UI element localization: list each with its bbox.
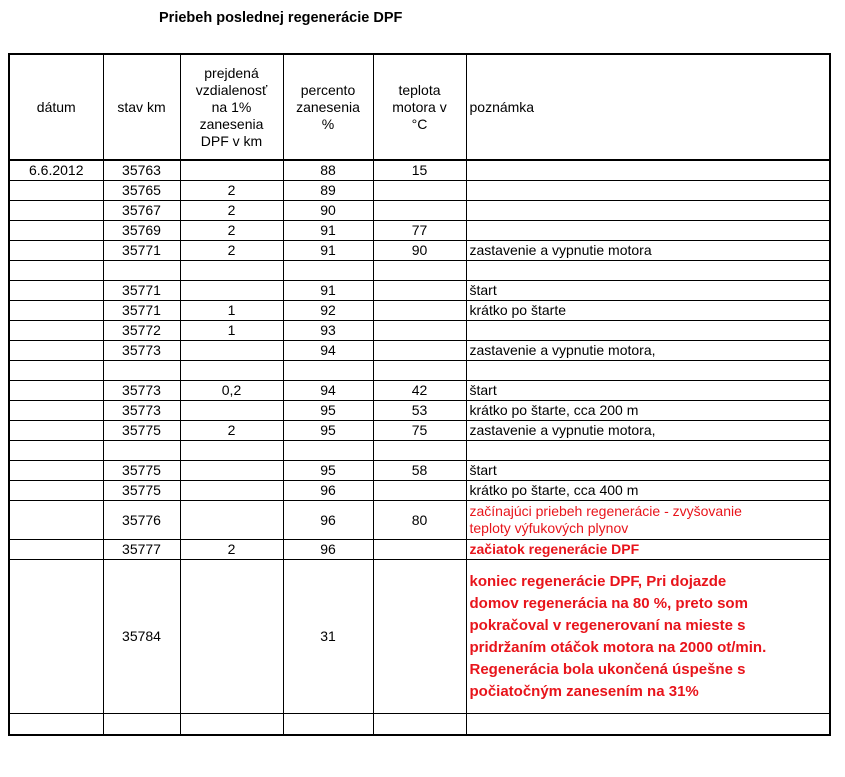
cell-teplota [373,540,466,560]
table-row [9,361,830,381]
table-row [9,301,830,321]
cell-vzdialenost: 2 [180,540,283,560]
header-poznamka: poznámka [466,54,830,160]
cell-poznamka: krátko po štarte [466,301,830,321]
cell-percento: 91 [283,221,373,241]
cell-stav-km: 35784 [103,560,180,714]
cell-datum [9,301,103,321]
cell-stav-km: 35769 [103,221,180,241]
header-percento [283,54,373,160]
header-teplota [373,54,466,160]
cell-percento [283,361,373,381]
cell-percento: 95 [283,421,373,441]
cell-teplota [373,301,466,321]
header-line: na 1% [211,98,252,115]
header-line: zanesenia [296,98,360,115]
cell-datum [9,540,103,560]
cell-stav-km: 35775 [103,481,180,501]
cell-vzdialenost [180,501,283,540]
cell-teplota [373,281,466,301]
cell-vzdialenost [180,341,283,361]
cell-teplota [373,261,466,281]
cell-poznamka: zastavenie a vypnutie motora [466,241,830,261]
table-row [9,461,830,481]
cell-percento: 96 [283,481,373,501]
cell-percento [283,714,373,736]
cell-vzdialenost: 2 [180,201,283,221]
cell-percento: 91 [283,281,373,301]
header-line: °C [411,115,428,132]
header-prejdena-vzdialenost [180,54,283,160]
cell-stav-km: 35771 [103,241,180,261]
cell-poznamka [466,321,830,341]
cell-teplota: 80 [373,501,466,540]
cell-vzdialenost [180,441,283,461]
header-line: motora v [392,98,447,115]
table-row [9,160,830,181]
note-line: počiatočným zanesením na 31% [469,682,699,700]
cell-datum [9,201,103,221]
header-line: teplota [398,81,441,98]
cell-percento: 90 [283,201,373,221]
cell-datum [9,361,103,381]
cell-datum [9,461,103,481]
header-line: DPF v km [200,132,263,149]
cell-poznamka [466,361,830,381]
table-row [9,401,830,421]
note-line: teploty výfukových plynov [469,520,629,536]
cell-vzdialenost: 1 [180,321,283,341]
table-row [9,540,830,560]
cell-datum [9,281,103,301]
cell-percento: 31 [283,560,373,714]
cell-poznamka: začiatok regenerácie DPF [466,540,830,560]
table-row [9,321,830,341]
header-stav-km: stav km [103,54,180,160]
table-row [9,481,830,501]
cell-datum [9,714,103,736]
cell-datum [9,501,103,540]
cell-stav-km: 35772 [103,321,180,341]
cell-datum [9,481,103,501]
cell-poznamka [466,441,830,461]
cell-poznamka [466,201,830,221]
cell-vzdialenost: 2 [180,181,283,201]
page-title: Priebeh poslednej regenerácie DPF [159,10,403,26]
cell-teplota [373,560,466,714]
cell-datum [9,241,103,261]
cell-stav-km: 35776 [103,501,180,540]
cell-percento: 96 [283,540,373,560]
cell-vzdialenost [180,560,283,714]
cell-vzdialenost [180,461,283,481]
cell-teplota: 77 [373,221,466,241]
cell-percento: 96 [283,501,373,540]
table-row [9,261,830,281]
note-line: pokračoval v regenerovaní na mieste s [469,616,746,634]
cell-stav-km [103,441,180,461]
cell-vzdialenost: 2 [180,221,283,241]
cell-percento: 91 [283,241,373,261]
cell-teplota [373,341,466,361]
cell-teplota [373,321,466,341]
header-line: vzdialenosť [195,81,268,98]
cell-vzdialenost: 1 [180,301,283,321]
cell-poznamka: štart [466,281,830,301]
cell-poznamka [466,221,830,241]
table-row [9,714,830,736]
cell-teplota [373,201,466,221]
cell-percento: 94 [283,341,373,361]
note-line: začínajúci priebeh regenerácie - zvyšovanie [469,503,742,519]
table-header [9,54,830,160]
cell-datum [9,321,103,341]
cell-poznamka [466,714,830,736]
cell-stav-km: 35763 [103,160,180,181]
cell-stav-km: 35777 [103,540,180,560]
cell-stav-km: 35765 [103,181,180,201]
cell-teplota [373,714,466,736]
cell-datum [9,401,103,421]
cell-teplota [373,181,466,201]
table-row [9,560,830,714]
cell-percento: 88 [283,160,373,181]
cell-vzdialenost [180,714,283,736]
cell-stav-km: 35771 [103,281,180,301]
header-datum: dátum [9,54,103,160]
cell-poznamka [466,160,830,181]
cell-teplota [373,441,466,461]
cell-percento: 92 [283,301,373,321]
cell-poznamka: zastavenie a vypnutie motora, [466,421,830,441]
note-line: Regenerácia bola ukončená úspešne s [469,660,746,678]
cell-poznamka: štart [466,381,830,401]
table-row [9,441,830,461]
cell-percento: 95 [283,401,373,421]
cell-poznamka [466,181,830,201]
cell-teplota [373,361,466,381]
cell-teplota: 42 [373,381,466,401]
cell-datum: 6.6.2012 [9,160,103,181]
table-row [9,341,830,361]
cell-stav-km [103,361,180,381]
cell-percento [283,441,373,461]
cell-teplota: 75 [373,421,466,441]
cell-datum [9,381,103,401]
cell-datum [9,560,103,714]
cell-stav-km: 35773 [103,381,180,401]
cell-datum [9,421,103,441]
cell-poznamka: krátko po štarte, cca 200 m [466,401,830,421]
cell-teplota [373,481,466,501]
cell-percento: 93 [283,321,373,341]
cell-teplota: 53 [373,401,466,421]
cell-datum [9,261,103,281]
cell-teplota: 90 [373,241,466,261]
cell-percento: 94 [283,381,373,401]
table-row [9,221,830,241]
cell-datum [9,181,103,201]
table-row [9,241,830,261]
cell-percento: 89 [283,181,373,201]
cell-stav-km [103,261,180,281]
cell-teplota: 58 [373,461,466,481]
table-row [9,501,830,540]
cell-vzdialenost [180,160,283,181]
cell-vzdialenost [180,401,283,421]
table-row [9,181,830,201]
header-line: percento [300,81,356,98]
dpf-regeneration-table [8,53,831,736]
note-line: koniec regenerácie DPF, Pri dojazde [469,572,727,590]
cell-stav-km: 35773 [103,401,180,421]
cell-datum [9,341,103,361]
cell-stav-km: 35775 [103,461,180,481]
cell-percento [283,261,373,281]
cell-poznamka: štart [466,461,830,481]
cell-poznamka [466,560,830,714]
cell-vzdialenost: 0,2 [180,381,283,401]
note-line: domov regenerácia na 80 %, preto som [469,594,748,612]
header-line: prejdená [204,64,259,81]
cell-stav-km: 35773 [103,341,180,361]
cell-vzdialenost [180,481,283,501]
cell-poznamka: zastavenie a vypnutie motora, [466,341,830,361]
cell-vzdialenost: 2 [180,421,283,441]
table-row [9,201,830,221]
cell-teplota: 15 [373,160,466,181]
header-line: zanesenia [199,115,264,132]
table-row [9,281,830,301]
cell-stav-km [103,714,180,736]
cell-poznamka: krátko po štarte, cca 400 m [466,481,830,501]
cell-datum [9,441,103,461]
cell-vzdialenost [180,261,283,281]
cell-vzdialenost [180,281,283,301]
cell-stav-km: 35771 [103,301,180,321]
cell-vzdialenost [180,361,283,381]
cell-stav-km: 35775 [103,421,180,441]
cell-poznamka [466,501,830,540]
cell-datum [9,221,103,241]
table-row [9,381,830,401]
cell-stav-km: 35767 [103,201,180,221]
cell-percento: 95 [283,461,373,481]
cell-vzdialenost: 2 [180,241,283,261]
note-line: pridržaním otáčok motora na 2000 ot/min. [469,638,767,656]
header-line: % [321,115,335,132]
table-row [9,421,830,441]
cell-poznamka [466,261,830,281]
